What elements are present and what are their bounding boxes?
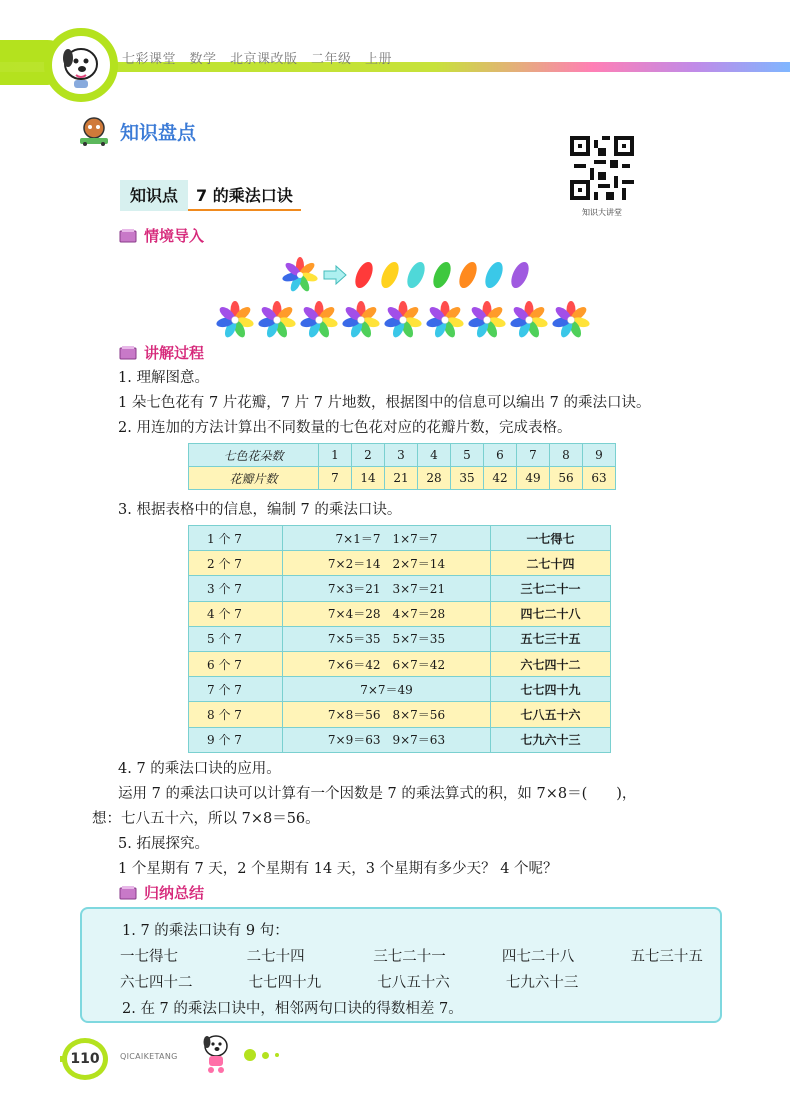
notebook-icon bbox=[118, 345, 138, 361]
step-1-detail: 1 朵七色花有 7 片花瓣，7 片 7 片地数，根据图中的信息可以编出 7 的乘法口诀。 bbox=[118, 395, 651, 411]
subsection-summary bbox=[118, 882, 204, 903]
table-cell: 3 bbox=[385, 444, 418, 467]
rhyme-item: 二七十四 bbox=[246, 949, 305, 965]
table-row bbox=[189, 677, 611, 702]
dot-icon bbox=[262, 1052, 269, 1059]
table-cell: 35 bbox=[451, 467, 484, 490]
subsection-summary-title: 归纳总结 bbox=[144, 884, 205, 902]
table-cell-formula: 7×2＝14 2×7＝14 bbox=[283, 551, 491, 576]
table-header: 七色花朵数 bbox=[189, 444, 319, 467]
table-row bbox=[189, 727, 611, 752]
table-cell-formula: 7×9＝63 9×7＝63 bbox=[283, 727, 491, 752]
section-title: 知识盘点 bbox=[120, 121, 197, 144]
table-cell: 9 bbox=[583, 444, 616, 467]
page-number: 110 bbox=[62, 1038, 108, 1080]
table-cell: 21 bbox=[385, 467, 418, 490]
header-mascot-circle bbox=[44, 28, 118, 102]
table-cell: 14 bbox=[352, 467, 385, 490]
table-cell-rhyme: 六七四十二 bbox=[491, 651, 611, 676]
table-row bbox=[189, 601, 611, 626]
table-row bbox=[189, 526, 611, 551]
knowledge-point-heading bbox=[120, 180, 301, 211]
rhyme-item: 五七三十五 bbox=[630, 949, 703, 965]
table-cell-formula: 7×8＝56 8×7＝56 bbox=[283, 702, 491, 727]
step-1: 1. 理解图意。 bbox=[118, 370, 209, 386]
table-cell-group: 9 个 7 bbox=[189, 727, 283, 752]
table-cell: 42 bbox=[484, 467, 517, 490]
subsection-explain-title: 讲解过程 bbox=[144, 344, 205, 362]
table-cell-rhyme: 四七二十八 bbox=[491, 601, 611, 626]
table-cell: 2 bbox=[352, 444, 385, 467]
table-cell-rhyme: 七七四十九 bbox=[491, 677, 611, 702]
table-cell-group: 8 个 7 bbox=[189, 702, 283, 727]
table-row bbox=[189, 651, 611, 676]
rhyme-item: 一七得七 bbox=[120, 949, 178, 965]
rhyme-item: 七七四十九 bbox=[248, 975, 322, 991]
table-cell-group: 7 个 7 bbox=[189, 677, 283, 702]
dot-icon bbox=[275, 1053, 279, 1057]
table-cell-formula: 7×4＝28 4×7＝28 bbox=[283, 601, 491, 626]
knowledge-point-label: 知识点 bbox=[120, 180, 188, 211]
table-cell-group: 5 个 7 bbox=[189, 626, 283, 651]
table-cell-group: 2 个 7 bbox=[189, 551, 283, 576]
petal-count-table bbox=[188, 443, 616, 490]
table-cell: 49 bbox=[517, 467, 550, 490]
subsection-explain bbox=[118, 342, 204, 363]
summary-point-1: 1. 7 的乘法口诀有 9 句： bbox=[122, 923, 289, 939]
table-cell-rhyme: 七九六十三 bbox=[491, 727, 611, 752]
table-cell-formula: 7×1＝7 1×7＝7 bbox=[283, 526, 491, 551]
qr-code-icon[interactable] bbox=[570, 136, 634, 200]
header-title: 七彩课堂 数学 北京课改版 二年级 上册 bbox=[122, 52, 393, 67]
table-cell: 7 bbox=[319, 467, 352, 490]
table-cell-formula: 7×7＝49 bbox=[283, 677, 491, 702]
table-row bbox=[189, 626, 611, 651]
dog-mascot-footer-icon bbox=[198, 1030, 234, 1074]
multiplication-rhyme-table bbox=[188, 525, 611, 753]
table-cell-group: 6 个 7 bbox=[189, 651, 283, 676]
notebook-icon bbox=[118, 885, 138, 901]
table-cell-group: 1 个 7 bbox=[189, 526, 283, 551]
decorative-dots bbox=[244, 1049, 285, 1061]
table-cell-rhyme: 三七二十一 bbox=[491, 576, 611, 601]
header-rainbow-bar bbox=[0, 62, 790, 72]
dog-mascot-icon bbox=[52, 36, 110, 94]
rhyme-item: 三七二十一 bbox=[373, 949, 446, 965]
step-4: 4. 7 的乘法口诀的应用。 bbox=[118, 761, 281, 777]
table-cell: 8 bbox=[550, 444, 583, 467]
rhyme-item: 六七四十二 bbox=[120, 975, 193, 991]
step-3: 3. 根据表格中的信息，编制 7 的乘法口诀。 bbox=[118, 502, 402, 518]
table-header: 花瓣片数 bbox=[189, 467, 319, 490]
rhyme-item: 七九六十三 bbox=[505, 975, 579, 991]
table-row bbox=[189, 551, 611, 576]
summary-box bbox=[80, 907, 722, 1023]
table-cell: 7 bbox=[517, 444, 550, 467]
step-5: 5. 拓展探究。 bbox=[118, 836, 209, 852]
nine-flowers-illustration bbox=[215, 300, 590, 340]
table-cell-rhyme: 一七得七 bbox=[491, 526, 611, 551]
summary-rhymes-row-1 bbox=[120, 945, 703, 966]
table-cell-formula: 7×3＝21 3×7＝21 bbox=[283, 576, 491, 601]
table-cell: 63 bbox=[583, 467, 616, 490]
step-2: 2. 用连加的方法计算出不同数量的七色花对应的花瓣片数，完成表格。 bbox=[118, 420, 572, 436]
petal-illustration bbox=[280, 255, 550, 295]
notebook-icon bbox=[118, 228, 138, 244]
table-cell: 28 bbox=[418, 467, 451, 490]
table-cell-group: 4 个 7 bbox=[189, 601, 283, 626]
brand-text: QICAIKETANG bbox=[120, 1052, 178, 1061]
knowledge-point-title: 7 的乘法口诀 bbox=[188, 180, 301, 211]
section-mascot-icon bbox=[76, 116, 112, 146]
table-cell: 56 bbox=[550, 467, 583, 490]
subsection-intro bbox=[118, 225, 204, 246]
table-cell: 6 bbox=[484, 444, 517, 467]
table-cell: 1 bbox=[319, 444, 352, 467]
table-cell: 4 bbox=[418, 444, 451, 467]
table-cell-rhyme: 七八五十六 bbox=[491, 702, 611, 727]
rhyme-item: 四七二十八 bbox=[501, 949, 575, 965]
qr-caption: 知识大讲堂 bbox=[582, 208, 622, 217]
table-cell-group: 3 个 7 bbox=[189, 576, 283, 601]
step-4-detail: 运用 7 的乘法口诀可以计算有一个因数是 7 的乘法算式的积，如 7×8＝( )， bbox=[118, 786, 637, 802]
table-cell-rhyme: 五七三十五 bbox=[491, 626, 611, 651]
table-row-flowers bbox=[189, 444, 616, 467]
section-header bbox=[76, 116, 196, 146]
table-cell-formula: 7×5＝35 5×7＝35 bbox=[283, 626, 491, 651]
step-5-detail: 1 个星期有 7 天，2 个星期有 14 天，3 个星期有多少天？ 4 个呢？ bbox=[118, 861, 558, 877]
table-row bbox=[189, 702, 611, 727]
summary-rhymes-row-2 bbox=[120, 971, 578, 992]
table-cell-formula: 7×6＝42 6×7＝42 bbox=[283, 651, 491, 676]
table-cell-rhyme: 二七十四 bbox=[491, 551, 611, 576]
subsection-intro-title: 情境导入 bbox=[144, 227, 205, 245]
dot-icon bbox=[244, 1049, 256, 1061]
rhyme-item: 七八五十六 bbox=[377, 975, 450, 991]
table-row-petals bbox=[189, 467, 616, 490]
summary-point-2: 2. 在 7 的乘法口诀中，相邻两句口诀的得数相差 7。 bbox=[122, 1001, 463, 1017]
table-row bbox=[189, 576, 611, 601]
step-4-answer: 想：七八五十六，所以 7×8＝56。 bbox=[92, 811, 320, 827]
table-cell: 5 bbox=[451, 444, 484, 467]
